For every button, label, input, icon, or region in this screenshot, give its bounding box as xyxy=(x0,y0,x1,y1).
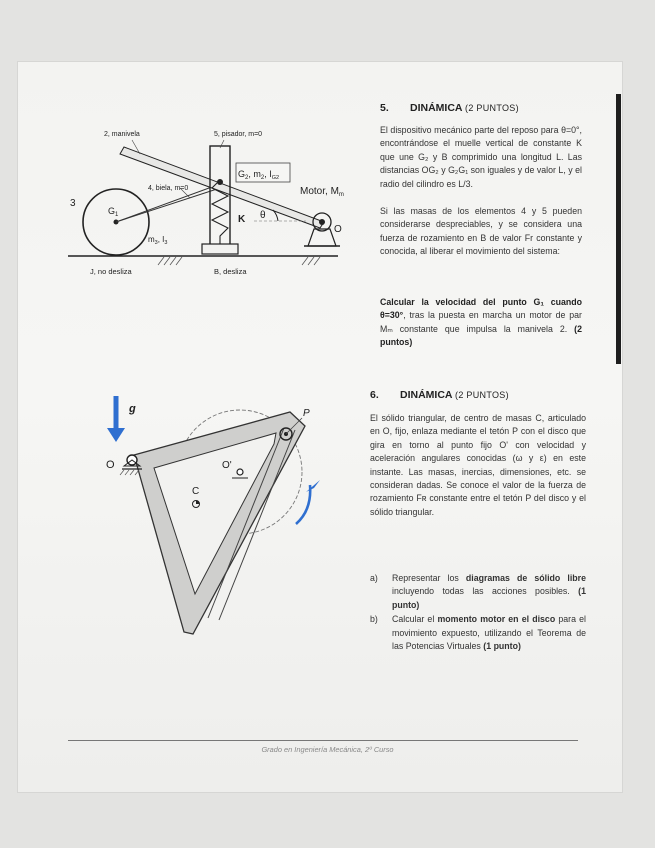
fig1-label-b: B, desliza xyxy=(214,267,247,276)
section6-task-list xyxy=(370,572,586,654)
section5-points: (2 PUNTOS) xyxy=(465,103,519,113)
section6-item-b xyxy=(370,613,586,653)
fig1-label-g1: $G_1$ xyxy=(108,206,119,218)
section6-item-a xyxy=(370,572,586,612)
section6-header xyxy=(370,389,509,401)
section5-question xyxy=(380,296,582,350)
fig2-label-c: C xyxy=(192,486,200,497)
fig2-label-oprime: O' xyxy=(222,460,232,471)
fig1-label-manivela: 2, manivela xyxy=(104,131,140,138)
fig1-label-motor: Motor, $M_m$ xyxy=(300,186,344,198)
section6-body: El sólido triangular, de centro de masas C, articulado en O, fijo, enlaza mediante el tetón P con el disco que gira en torno al punto fijo O' con velocidad y aceleración angulares conocidas (ω y ε) en este instante. Las masas, inercias, dimensiones, etc. se consideran dadas. Se conoce el valor de la fuerza de rozamiento Fʀ constante entre el tetón P del disco y el sólido triangular. xyxy=(370,413,586,517)
section6-title: DINÁMICA xyxy=(400,389,453,401)
section6-item-b-post: para el movimiento expuesto, utilizando el Teorema de las Potencias Virtuales xyxy=(392,614,586,652)
section6-item-a-points: (1 punto) xyxy=(392,586,586,610)
fig2-label-g: g xyxy=(129,403,136,415)
fig1-label-g2: $G_2$, $m_2$, $I_{G2}$ xyxy=(238,169,280,181)
section5-body: El dispositivo mecánico parte del reposo para θ=0°, encontrándose el muelle vertical de constante K que une G₂ y B comprimido una longitud L. Las distancias OG₂ y G₂G₁ son iguales y de valor L, y el radio del cilindro es L/3. xyxy=(380,125,582,189)
section5-header xyxy=(380,102,519,114)
fig1-label-o: O xyxy=(334,224,342,235)
fig1-label-j: J, no desliza xyxy=(90,267,132,276)
section5-question-rest: , tras la puesta en marcha un motor de par Mₘ constante que impulsa la manivela 2. xyxy=(380,310,582,334)
fig1-label-biela: 4, biela, m=0 xyxy=(148,185,189,192)
section6-item-b-bold: momento motor en el disco xyxy=(437,614,556,625)
section5-number: 5. xyxy=(380,102,389,114)
section6-points: (2 PUNTOS) xyxy=(455,390,509,400)
fig1-label-m3: $m_3$, $I_3$ xyxy=(148,235,168,246)
page-edge-shadow xyxy=(616,94,621,364)
fig2-label-p: P xyxy=(303,408,310,419)
fig1-label-k: K xyxy=(238,214,246,225)
mechanism-diagram-1 xyxy=(68,118,368,288)
section6-item-a-bold: diagramas de sólido libre xyxy=(465,573,586,583)
section6-item-a-pre: Representar los xyxy=(392,573,459,583)
section5-title: DINÁMICA xyxy=(410,102,463,114)
section6-item-b-pre: Calcular el xyxy=(392,614,435,625)
section6-item-b-tag: b) xyxy=(370,614,378,625)
section5-body2: Si las masas de los elementos 4 y 5 pueden considerarse despreciables, y se considera una fuerza de rozamiento en B de valor Fr constante y conocida, al liberar el movimiento del sistema: xyxy=(380,206,582,257)
section5-question-points: (2 puntos) xyxy=(380,323,582,348)
section6-item-a-post: incluyendo todas las acciones posibles. xyxy=(392,586,570,597)
section6-item-a-tag: a) xyxy=(370,573,378,583)
fig2-label-o: O xyxy=(106,459,115,471)
mechanism-diagram-2 xyxy=(98,382,350,650)
fig1-label-theta: θ xyxy=(260,210,266,221)
fig1-label-pisador: 5, pisador, m=0 xyxy=(214,131,263,138)
page-footer: Grado en Ingeniería Mecánica, 2º Curso xyxy=(261,745,394,754)
section5-question-bold: Calcular la velocidad del punto G₁ cuando θ=30° xyxy=(380,297,582,321)
section6-item-b-points: (1 punto) xyxy=(483,641,521,652)
section6-number: 6. xyxy=(370,389,379,401)
footer-divider xyxy=(68,740,578,741)
fig1-label-3: 3 xyxy=(70,198,76,209)
